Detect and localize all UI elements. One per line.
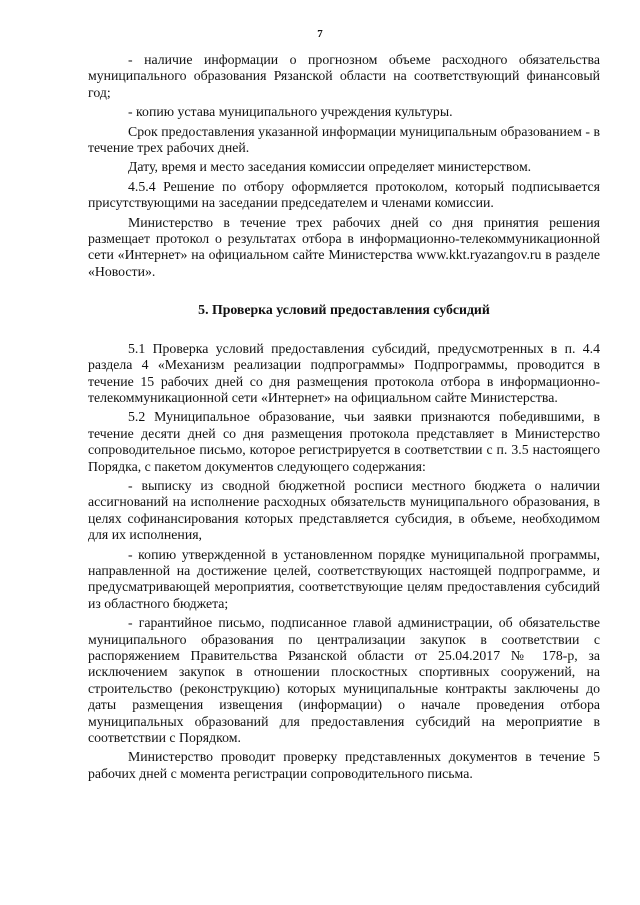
section-heading: 5. Проверка условий предоставления субсидий [198, 302, 490, 318]
paragraph-protocol-publication: Министерство в течение трех рабочих дней со дня принятия решения размещает протокол о результатах отбора в информационно-телекоммуникационной сети «Интернет» на официальном сайте Министерства www.kkt.ryazangov.ru в разделе «Новости». [88, 214, 600, 279]
paragraph-guarantee-letter: - гарантийное письмо, подписанное главой администрации, об обязательстве муниципального образования по централизации закупок в соответствии с распоряжением Правительства Рязанской области от 25.04.2017 № 178-р, за исключением закупок в отношении плоскостных спортивных сооружений, на строительство (реконструкцию) которых муниципальные контракты заключены до даты размещения извещения (информации) о начале проведения отбора муниципальных образований для предоставления субсидий на мероприятие в соответствии с Порядком. [88, 615, 600, 746]
paragraph-program-copy: - копию утвержденной в установленном порядке муниципальной программы, направленной на достижение целей, соответствующих настоящей подпрограмме, и предусматривающей мероприятия, соответствующие целям предоставления субсидий из областного бюджета; [88, 546, 600, 611]
paragraph-budget-info: - наличие информации о прогнозном объеме расходного обязательства муниципального образования Рязанской области на соответствующий финансовый год; [88, 52, 600, 100]
paragraph-4-5-4: 4.5.4 Решение по отбору оформляется протоколом, который подписывается присутствующими на заседании председателем и членами комиссии. [88, 178, 600, 211]
paragraph-5-2: 5.2 Муниципальное образование, чьи заявки признаются победившими, в течение десяти дней со дня размещения протокола представляет в Министерство сопроводительное письмо, которое регистрируется в соответствии с п. 3.5 настоящего Порядка, с пакетом документов следующего содержания: [88, 409, 600, 474]
paragraph-deadline: Срок предоставления указанной информации муниципальным образованием - в течение трех рабочих дней. [88, 123, 600, 156]
page-number: 7 [317, 28, 323, 40]
document-body [88, 52, 600, 785]
paragraph-budget-extract: - выписку из сводной бюджетной росписи местного бюджета о наличии ассигнований на исполнение расходных обязательств муниципального образования, в целях софинансирования которых представляется субсидия, в объеме, необходимом для их исполнения, [88, 477, 600, 543]
paragraph-meeting-date: Дату, время и место заседания комиссии определяет министерством. [128, 159, 532, 175]
paragraph-5-1: 5.1 Проверка условий предоставления субсидий, предусмотренных в п. 4.4 раздела 4 «Механизм реализации подпрограммы» Подпрограммы, проводится в течение 15 рабочих дней со дня размещения протокола отбора в информационно-телекоммуникационной сети «Интернет» на официальном сайте Министерства. [88, 340, 600, 405]
paragraph-charter-copy: - копию устава муниципального учреждения культуры. [128, 104, 453, 120]
paragraph-ministry-check: Министерство проводит проверку представленных документов в течение 5 рабочих дней с момента регистрации сопроводительного письма. [88, 749, 600, 781]
